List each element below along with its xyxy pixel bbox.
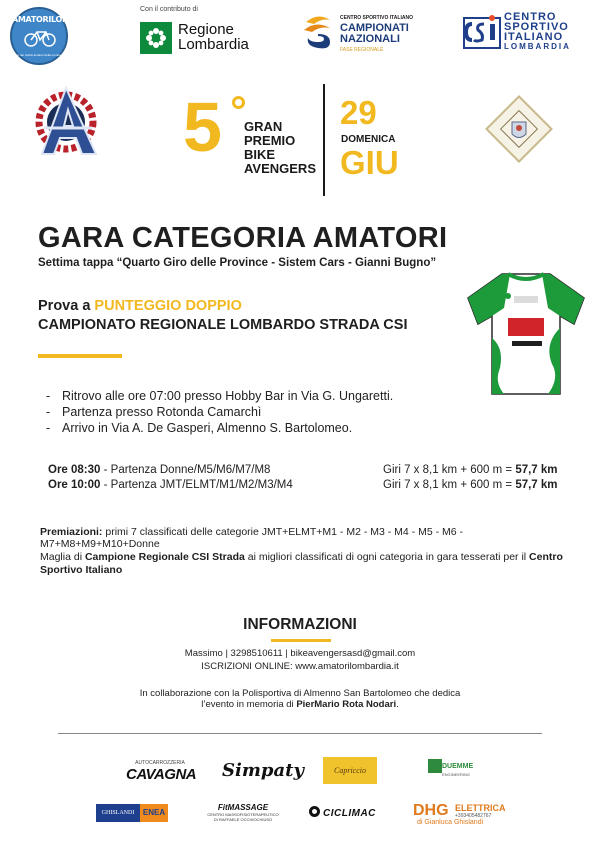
info-accent-bar <box>271 639 331 642</box>
double-points-highlight: PUNTEGGIO DOPPIO <box>94 298 242 314</box>
sponsor-capriccio-logo: Capriccio <box>323 757 377 784</box>
list-item: - Partenza presso Rotonda Camarchì <box>46 404 393 420</box>
championship-title: CAMPIONATO REGIONALE LOMBARDO STRADA CSI <box>38 317 408 333</box>
champion-jersey-text: Maglia di Campione Regionale CSI Strada ai migliori classificati di ogni categoria in gara tesserati per il Centro Sportivo Italiano <box>40 551 563 576</box>
amatori-logo-name: AMATORILOMBARDIA <box>12 15 103 24</box>
campionati-fase: FASE REGIONALE <box>340 47 384 53</box>
footer-divider <box>58 733 542 734</box>
gran-premio-title: GRAN PREMIO BIKE AVENGERS <box>244 119 316 176</box>
title-divider <box>323 84 325 196</box>
duemme-mark-icon <box>428 759 442 773</box>
edition-number: 5 <box>183 88 222 166</box>
collaboration-note: In collaborazione con la Polisportiva di Almenno San Bartolomeo che dedica l’evento in memoria di PierMario Rota Nodari. <box>139 688 461 710</box>
bicycle-icon <box>24 29 56 47</box>
event-day-name: DOMENICA <box>341 134 396 145</box>
page-title: GARA CATEGORIA AMATORI <box>38 222 448 254</box>
sponsor-duemme-logo: DUEMME ENGINEERING <box>428 757 478 783</box>
campionati-nazionali-title: CAMPIONATI NAZIONALI <box>340 22 409 45</box>
registration-line: ISCRIZIONI ONLINE: www.amatorilombardia.it <box>201 661 399 672</box>
ciclimac-ring-icon <box>309 806 320 817</box>
bike-avengers-team-logo <box>36 84 102 160</box>
amatori-lombardia-logo <box>10 7 103 65</box>
sponsor-dhg-elettrica-logo: DHG ELETTRICA +393405482767 di Gianluca Ghislandi <box>413 802 506 826</box>
sponsor-ghislandi-enea-logo: GHISLANDI ENEA <box>96 804 168 822</box>
schedule-row: Ore 08:30 - Partenza Donne/M5/M6/M7/M8 <box>48 464 271 476</box>
champion-jersey-image <box>464 268 588 398</box>
prizes-text: Premiazioni: primi 7 classificati delle categorie JMT+ELMT+M1 - M2 - M3 - M4 - M5 - M6 - M7+M8+M9+M10+Donne <box>40 526 464 550</box>
regione-lombardia-rose-icon <box>140 22 172 54</box>
sponsor-ciclimac-logo: CICLIMAC <box>309 806 376 819</box>
schedule-distance: Giri 7 x 8,1 km + 600 m = 57,7 km <box>383 479 558 491</box>
amatori-logo-tagline: Il sito dei ciclisti amatori della Lombardia <box>12 53 66 57</box>
event-month: GIU <box>340 144 399 181</box>
info-heading: INFORMAZIONI <box>243 616 357 633</box>
accent-divider <box>38 354 122 358</box>
event-details-list <box>46 388 393 436</box>
municipal-crest-icon <box>484 94 554 164</box>
contact-line: Massimo | 3298510611 | bikeavengersasd@gmail.com <box>184 648 416 659</box>
sponsor-cavagna-logo: AUTOCARROZZERIA CAVAGNA <box>126 760 197 783</box>
list-item: - Arrivo in Via A. De Gasperi, Almenno S. Bartolomeo. <box>46 420 393 436</box>
schedule-row: Ore 10:00 - Partenza JMT/ELMT/M1/M2/M3/M4 <box>48 479 293 491</box>
ordinal-degree-mark <box>232 96 245 109</box>
sponsor-simpaty-logo: Simpaty <box>222 760 304 781</box>
double-points-line: Prova a PUNTEGGIO DOPPIO <box>38 298 242 314</box>
regione-caption: Con il contributo di <box>140 6 198 13</box>
schedule-distance: Giri 7 x 8,1 km + 600 m = 57,7 km <box>383 464 558 476</box>
campionati-org: CENTRO SPORTIVO ITALIANO <box>340 15 413 21</box>
event-day-number: 29 <box>340 94 377 131</box>
csi-logo-mark-icon <box>462 12 502 52</box>
stage-subtitle: Settima tappa “Quarto Giro delle Province - Sistem Cars - Gianni Bugno” <box>38 257 437 269</box>
list-item: - Ritrovo alle ore 07:00 presso Hobby Bar in Via G. Ungaretti. <box>46 388 393 404</box>
campionati-nazionali-mark-icon <box>300 12 336 50</box>
regione-lombardia-name: Regione Lombardia <box>178 21 249 53</box>
sponsor-fitmassage-logo: FitMASSAGE CENTRO MASSOFISIOTERAPEUTICO DI RAFFAELE OCCHIOCHIUSO <box>207 803 279 822</box>
csi-lombardia-wordmark: CENTRO SPORTIVO ITALIANO LOMBARDIA <box>504 11 571 51</box>
